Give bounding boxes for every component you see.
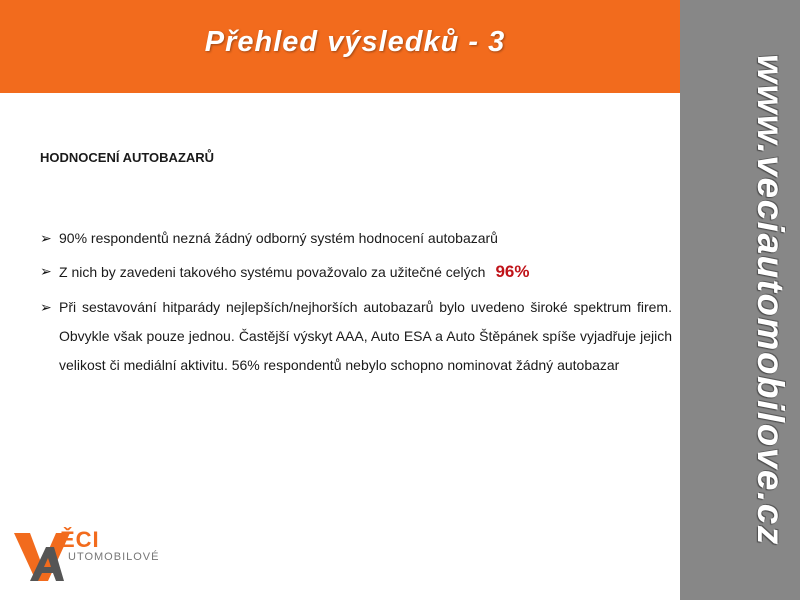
bullet-text: Z nich by zavedeni takového systému považovalo za užitečné celých [59, 264, 486, 280]
company-logo [12, 527, 192, 587]
logo-word-automobilove: UTOMOBILOVÉ [68, 551, 160, 563]
section-heading: HODNOCENÍ AUTOBAZARŮ [40, 150, 215, 165]
bullet-text: Při sestavování hitparády nejlepších/nejhorších autobazarů bylo uvedeno široké spektrum firem. Obvykle však pouze jednou. Častější výskyt AAA, Auto ESA a Auto Štěpánek spíše vyjadřuje jejich velikost či mediální aktivitu. 56% respondentů nebylo schopno nominovat žádný autobazar [59, 299, 672, 373]
logo-word-veci: ĚCI [60, 527, 100, 552]
side-url: www.veciautomobilove.cz [750, 54, 791, 546]
arrow-bullet-icon: ➢ [40, 230, 52, 246]
bullet-item [40, 224, 672, 253]
arrow-bullet-icon: ➢ [40, 299, 52, 315]
bullet-item [40, 257, 672, 287]
bullet-text: 90% respondentů nezná žádný odborný systém hodnocení autobazarů [59, 230, 498, 246]
bullet-item [40, 293, 672, 380]
bullet-list [40, 224, 672, 380]
title-bar [0, 0, 680, 93]
arrow-bullet-icon: ➢ [40, 263, 52, 279]
slide-title: Přehled výsledků - 3 [204, 26, 506, 58]
highlight-value: 96% [495, 262, 530, 281]
